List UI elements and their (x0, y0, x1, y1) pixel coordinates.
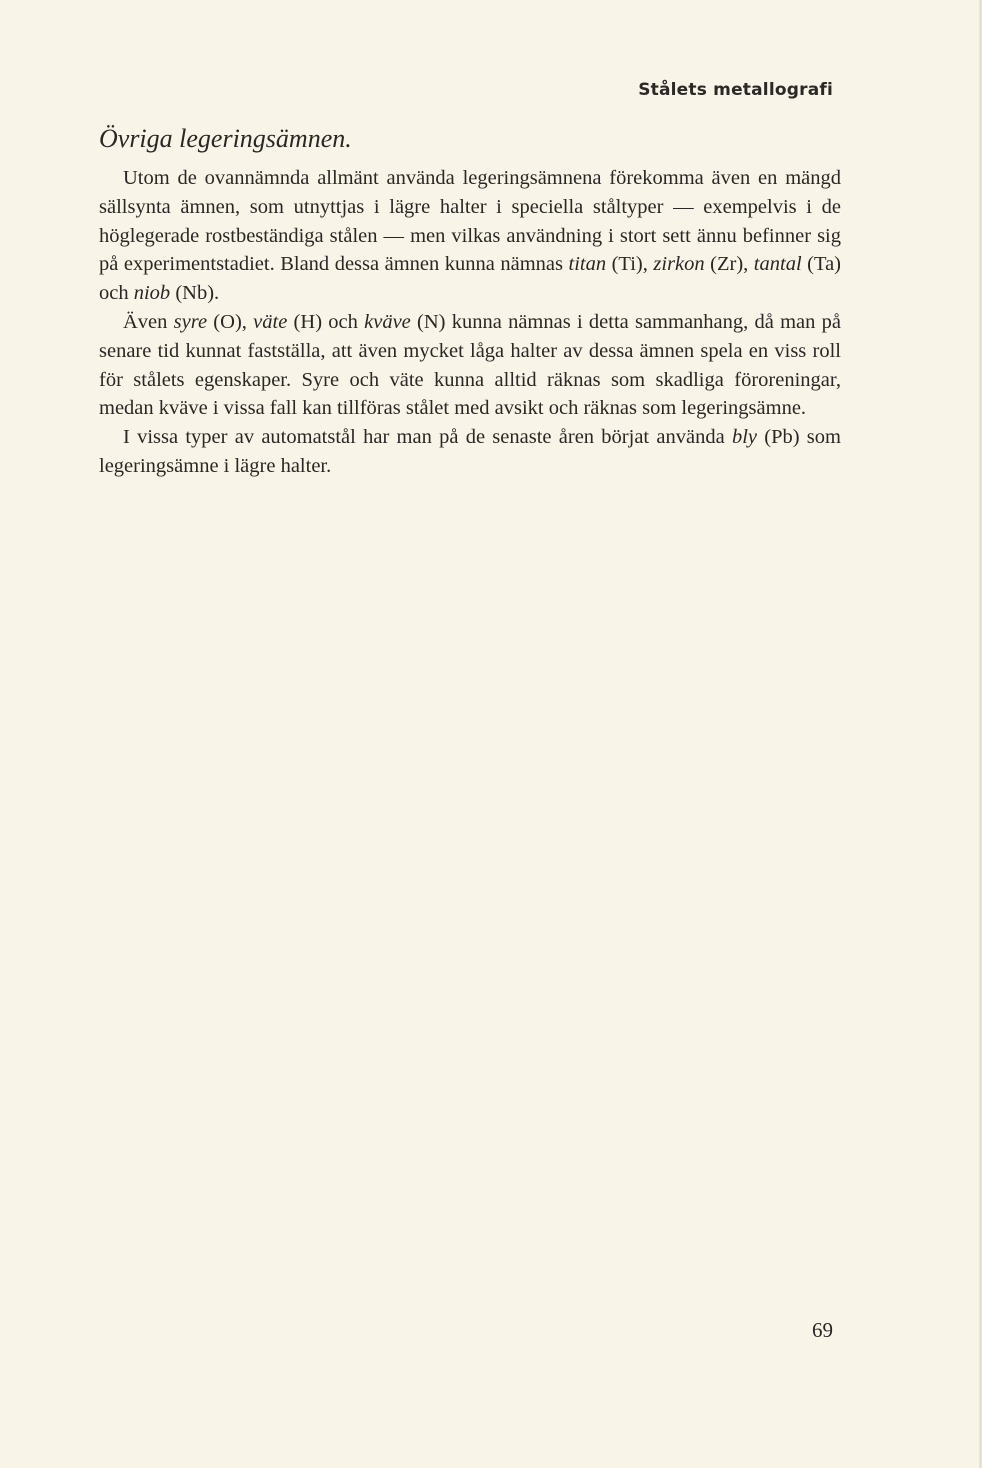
element-term-niob: niob (133, 282, 171, 305)
element-term-tantal: tantal (753, 253, 802, 276)
text-run: (Ta) och (99, 253, 841, 305)
text-run: (N) kunna nämnas i detta sammanhang, då man på senare tid kunnat fastställa, att även mycket låga halter av dessa ämnen spela en viss roll för stålets egenskaper. Syre och väte kunna alltid räknas som skadliga föroreningar, medan kväve i vissa fall kan tillföras stålet med avsikt och räknas som legeringsämne. (99, 310, 842, 420)
text-run: I vissa typer av automatstål har man på de senaste åren börjat använda (123, 426, 732, 449)
text-run: (Ti), (606, 253, 654, 276)
body-text (99, 164, 841, 481)
element-term-kvave: kväve (364, 310, 411, 333)
element-term-titan: titan (568, 253, 607, 276)
element-term-syre: syre (173, 310, 208, 333)
text-run: Även (123, 310, 174, 333)
page-number: 69 (812, 1318, 833, 1342)
text-run: (H) och (287, 310, 365, 333)
paragraph-3 (99, 423, 841, 481)
text-run: (O), (207, 310, 254, 333)
element-term-bly: bly (731, 426, 757, 449)
text-run: Utom de ovannämnda allmänt använda legeringsämnena förekomma även en mängd sällsynta ämnen, som utnyttjas i lägre halter i speciella ståltyper — exempelvis i de höglegerade rostbeständiga stålen — men vilkas användning i stort sett ännu befinner sig på experimentstadiet. Bland dessa ämnen kunna nämnas (99, 167, 841, 276)
text-run: (Zr), (704, 253, 754, 276)
running-head: Stålets metallografi (638, 80, 833, 100)
element-term-vate: väte (253, 310, 288, 333)
element-term-zirkon: zirkon (653, 253, 705, 276)
paragraph-1 (99, 164, 841, 308)
paragraph-2 (99, 308, 841, 423)
text-run: (Pb) som legeringsämne i lägre halter. (99, 426, 841, 477)
section-heading: Övriga legeringsämnen. (99, 124, 352, 153)
text-run: (Nb). (170, 282, 220, 305)
